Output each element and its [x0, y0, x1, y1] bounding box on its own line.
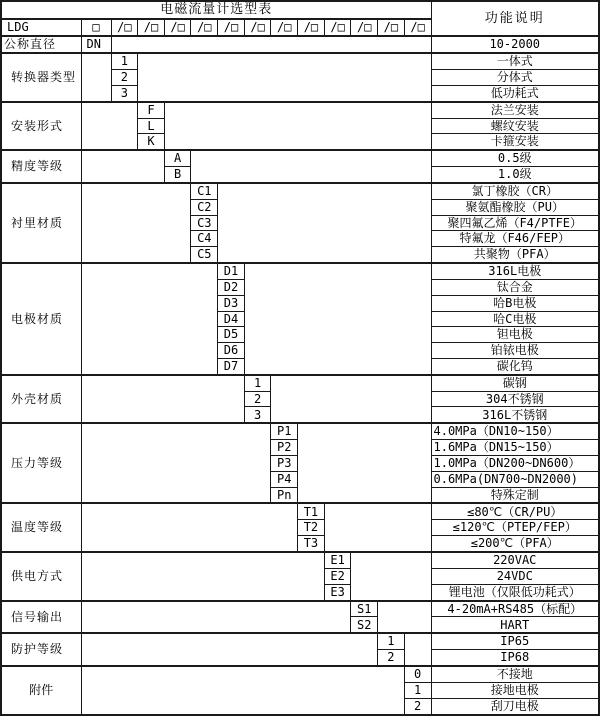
- selection-table-body: [1, 1, 599, 715]
- option-description-cell: 氯丁橡胶（CR）: [431, 183, 599, 199]
- option-description-cell: 锂电池（仅限低功耗式）: [431, 584, 599, 600]
- option-description-cell: 碳化钨: [431, 358, 599, 374]
- table-title: 电磁流量计选型表: [1, 1, 431, 19]
- option-description-cell: 304不锈钢: [431, 391, 599, 407]
- code-box-cell: /□: [378, 19, 405, 36]
- diameter-description-cell: 10-2000: [431, 36, 599, 53]
- option-description-cell: 4.0MPa（DN10~150）: [431, 423, 599, 439]
- option-code-cell: C5: [191, 247, 218, 263]
- option-description-cell: 一体式: [431, 53, 599, 69]
- option-code-cell: K: [138, 134, 165, 150]
- option-code-cell: P1: [271, 423, 298, 439]
- diameter-code-cell: DN: [81, 36, 111, 53]
- option-description-cell: 分体式: [431, 69, 599, 85]
- option-code-cell: C4: [191, 231, 218, 247]
- option-code-cell: L: [138, 118, 165, 134]
- spacer-cell: [81, 102, 138, 151]
- option-description-cell: 钽电极: [431, 327, 599, 343]
- code-box-cell: /□: [164, 19, 191, 36]
- spacer-cell: [81, 53, 111, 102]
- option-code-cell: 2: [111, 69, 138, 85]
- spacer-cell: [218, 183, 431, 263]
- code-box-cell: /□: [218, 19, 245, 36]
- option-code-cell: T1: [298, 503, 325, 519]
- spacer-cell: [271, 375, 431, 424]
- option-code-cell: D3: [218, 295, 245, 311]
- option-description-cell: 1.6MPa（DN15~150）: [431, 440, 599, 456]
- option-description-cell: 碳钢: [431, 375, 599, 391]
- option-description-cell: 聚四氟乙烯（F4/PTFE）: [431, 215, 599, 231]
- code-box-cell: /□: [324, 19, 351, 36]
- option-code-cell: P2: [271, 440, 298, 456]
- option-code-cell: D5: [218, 327, 245, 343]
- code-box-cell: /□: [138, 19, 165, 36]
- option-code-cell: T3: [298, 536, 325, 552]
- option-code-cell: D4: [218, 311, 245, 327]
- code-box-cell: /□: [351, 19, 378, 36]
- spacer-cell: [81, 666, 404, 715]
- spacer-cell: [244, 263, 431, 375]
- option-description-cell: 钛合金: [431, 279, 599, 295]
- option-code-cell: 3: [244, 407, 271, 423]
- spacer-cell: [81, 503, 298, 552]
- category-label: 供电方式: [1, 552, 81, 601]
- dn-code-box-cell: □: [81, 19, 111, 36]
- option-code-cell: E3: [324, 584, 351, 600]
- option-code-cell: 3: [111, 85, 138, 101]
- option-description-cell: 法兰安装: [431, 102, 599, 118]
- option-description-cell: 220VAC: [431, 552, 599, 568]
- option-description-cell: 0.6MPa(DN700~DN2000): [431, 471, 599, 487]
- option-code-cell: D1: [218, 263, 245, 279]
- option-description-cell: 不接地: [431, 666, 599, 682]
- option-code-cell: 0: [404, 666, 431, 682]
- option-code-cell: 1: [378, 633, 405, 649]
- category-label: 防护等级: [1, 633, 81, 666]
- spacer-cell: [298, 423, 431, 503]
- option-code-cell: D2: [218, 279, 245, 295]
- option-description-cell: 低功耗式: [431, 85, 599, 101]
- category-label: 衬里材质: [1, 183, 81, 263]
- category-label: 安装形式: [1, 102, 81, 151]
- option-code-cell: D7: [218, 358, 245, 374]
- option-code-cell: B: [164, 167, 191, 183]
- option-description-cell: 螺纹安装: [431, 118, 599, 134]
- option-description-cell: 哈B电极: [431, 295, 599, 311]
- option-description-cell: 316L不锈钢: [431, 407, 599, 423]
- category-label: 外壳材质: [1, 375, 81, 424]
- code-box-cell: /□: [111, 19, 138, 36]
- spacer-cell: [164, 102, 431, 151]
- option-code-cell: F: [138, 102, 165, 118]
- option-code-cell: 2: [404, 698, 431, 715]
- option-description-cell: 卡箍安装: [431, 134, 599, 150]
- code-box-cell: /□: [191, 19, 218, 36]
- option-description-cell: 0.5级: [431, 150, 599, 166]
- option-description-cell: 24VDC: [431, 568, 599, 584]
- option-description-cell: ≤120℃（PTEP/FEP）: [431, 520, 599, 536]
- spacer-cell: [81, 183, 191, 263]
- option-code-cell: E2: [324, 568, 351, 584]
- spacer-cell: [81, 601, 351, 634]
- option-description-cell: ≤80℃（CR/PU）: [431, 503, 599, 519]
- option-code-cell: 1: [404, 682, 431, 698]
- function-description-header: 功能说明: [431, 1, 599, 36]
- category-label: 转换器类型: [1, 53, 81, 102]
- code-box-cell: /□: [271, 19, 298, 36]
- option-code-cell: T2: [298, 520, 325, 536]
- spacer-cell: [81, 263, 218, 375]
- spacer-cell: [378, 601, 431, 634]
- option-code-cell: S2: [351, 617, 378, 633]
- category-label: 精度等级: [1, 150, 81, 183]
- category-label: 附件: [1, 666, 81, 715]
- spacer-cell: [351, 552, 431, 601]
- option-code-cell: 1: [111, 53, 138, 69]
- option-description-cell: 特氟龙（F46/FEP）: [431, 231, 599, 247]
- option-code-cell: 2: [244, 391, 271, 407]
- category-label: 压力等级: [1, 423, 81, 503]
- option-description-cell: 4-20mA+RS485（标配）: [431, 601, 599, 617]
- option-code-cell: D6: [218, 343, 245, 359]
- option-code-cell: 2: [378, 650, 405, 666]
- option-code-cell: E1: [324, 552, 351, 568]
- option-description-cell: IP68: [431, 650, 599, 666]
- option-description-cell: 共聚物（PFA）: [431, 247, 599, 263]
- option-code-cell: 1: [244, 375, 271, 391]
- option-code-cell: P3: [271, 456, 298, 472]
- option-description-cell: 特殊定制: [431, 487, 599, 503]
- option-description-cell: ≤200℃（PFA）: [431, 536, 599, 552]
- option-description-cell: 1.0MPa（DN200~DN600）: [431, 456, 599, 472]
- option-code-cell: C1: [191, 183, 218, 199]
- spacer-cell: [191, 150, 431, 183]
- option-description-cell: 1.0级: [431, 167, 599, 183]
- category-label-diameter: 公称直径: [1, 36, 81, 53]
- spacer-cell: [81, 423, 271, 503]
- option-code-cell: C2: [191, 199, 218, 215]
- option-code-cell: A: [164, 150, 191, 166]
- category-label: 温度等级: [1, 503, 81, 552]
- spacer-cell: [81, 375, 244, 424]
- model-prefix-cell: LDG: [1, 19, 81, 36]
- option-code-cell: C3: [191, 215, 218, 231]
- spacer-cell: [324, 503, 431, 552]
- option-description-cell: HART: [431, 617, 599, 633]
- code-box-cell: /□: [298, 19, 325, 36]
- spacer-cell: [81, 552, 324, 601]
- spacer-cell: [404, 633, 431, 666]
- option-description-cell: 铂铱电极: [431, 343, 599, 359]
- spacer-cell: [81, 633, 378, 666]
- spacer-cell: [138, 53, 431, 102]
- category-label: 信号输出: [1, 601, 81, 634]
- option-code-cell: P4: [271, 471, 298, 487]
- spacer-cell: [111, 36, 431, 53]
- code-box-cell: /□: [244, 19, 271, 36]
- option-code-cell: S1: [351, 601, 378, 617]
- category-label: 电极材质: [1, 263, 81, 375]
- code-box-cell: /□: [404, 19, 431, 36]
- option-description-cell: 哈C电极: [431, 311, 599, 327]
- spacer-cell: [81, 150, 164, 183]
- option-description-cell: 316L电极: [431, 263, 599, 279]
- option-description-cell: IP65: [431, 633, 599, 649]
- option-description-cell: 接地电极: [431, 682, 599, 698]
- option-code-cell: Pn: [271, 487, 298, 503]
- option-description-cell: 刮刀电极: [431, 698, 599, 715]
- option-description-cell: 聚氨酯橡胶（PU）: [431, 199, 599, 215]
